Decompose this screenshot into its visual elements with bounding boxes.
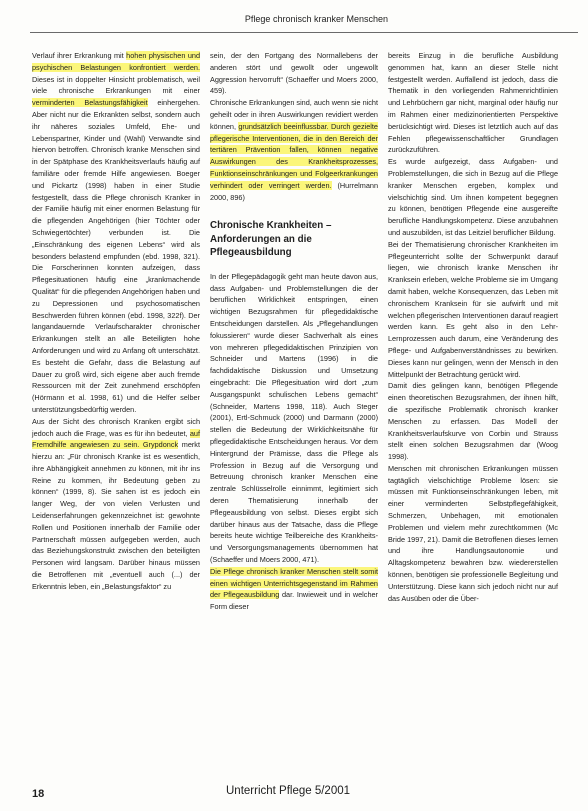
text-run: dar. Inwieweit und in welcher Form dieser: [210, 590, 378, 612]
paragraph: [32, 416, 200, 593]
section-heading: Chronische Krankheiten – Anforderungen an die Pflegeausbildung: [210, 220, 332, 259]
paragraph: [32, 50, 200, 416]
text-run: Dieses ist in doppelter Hinsicht problematisch, weil viele chronische Erkrankungen mit einer: [32, 74, 200, 96]
text-run: Verlauf ihrer Erkrankung mit: [32, 51, 127, 60]
highlight: auf Fremdhilfe angewiesen zu sein. Grypdonck: [32, 428, 200, 450]
highlight: verminderten Belastungsfähigkeit: [32, 98, 148, 108]
highlight: grundsätzlich beeinflussbar. Durch gezielte pflegerische Interventionen, die in den Bereich der tertiären Prävention fallen, können negative Auswirkungen des Krankheitsprozesses, Funktionseinschränkungen und Folgeerkrankungen verhindert oder verringert werden.: [210, 121, 378, 190]
paragraph: In der Pflegepädagogik geht man heute davon aus, dass Aufgaben- und Problemstellungen die der beruflichen Wirklichkeit entspringen, einen wichtigen Bezugsrahmen für pflegedidaktische Entscheidungen darstellen. Als „Pflegehandlungen fokussieren“ wurde dieser Sachverhalt als eines von mehreren pflegedidaktischen Prinzipien von Schneider und Martens (1996) in die fachdidaktische Diskussion und Umsetzung eingebracht: Die Pflegesituation wird dort „zum Ausgangspunkt schulischen Lebens gemacht“ (Schneider, Martens 1998, 118). Auch Steger (2001), Ertl-Schmuck (2000) und Darmann (2000) stellen die Bedeutung der Wirklichkeitsnähe für pflegedidaktische Entscheidungen heraus. Vor dem Hintergrund der Prämisse, dass die Pflege als Profession in Bezug auf die Versorgung und Betreuung chronisch kranker Menschen eine zentrale Schlüsselrolle einnimmt, legitimiert sich deren Thematisierung innerhalb der Pflegeausbildung von selbst. Dieses ergibt sich darüber hinaus aus der Tatsache, dass die Pflege bereits heute wichtige Teilbereiche des Krankheits- und Versorgungsmanagements übernommen hat (Schaeffer und Moers 2000, 471).: [210, 271, 378, 564]
paragraph: Damit dies gelingen kann, benötigen Pflegende einen theoretischen Bezugsrahmen, der ihnen hilft, die spezifische Problematik chronisch kranker Menschen zu erfassen. Das Modell der Krankheitsverlaufskurve von Corbin und Strauss stellt einen solchen Bezugsrahmen dar (Woog 1998).: [388, 381, 558, 462]
highlight: hohen physischen und psychischen Belastungen konfrontiert werden.: [32, 51, 200, 72]
text-column-right: [388, 50, 558, 604]
paragraph: [210, 566, 378, 613]
header-rule: [30, 32, 578, 33]
paragraph: Es wurde aufgezeigt, dass Aufgaben- und Problemstellungen, die sich in Bezug auf die Pflege kranker Menschen ergeben, komplex und vielschichtig sind. Um ihnen kompetent begegnen zu können, benötigen Pflegende eine ausgereifte berufliche Handlungskompetenz. Diese anzubahnen und auszubilden, ist das Leitziel beruflicher Bildung.: [388, 157, 558, 237]
highlight: Die Pflege chronisch kranker Menschen stellt somit einen wichtigen Unterrichtsgegenstand im Rahmen der Pflegeausbildung: [210, 566, 378, 600]
text-run: (Hurrelmann 2000, 896): [210, 180, 378, 202]
paragraph: [210, 97, 378, 203]
paragraph: bereits Einzug in die berufliche Ausbildung genommen hat, kann an dieser Stelle nicht festgestellt werden. Auffallend ist jedoch, dass die Thematik in den vorliegenden Rahmenrichtlinien und Lehrbüchern gar nicht, marginal oder häufig nur im Rahmen einer medizinorientierten Perspektive berücksichtigt wird. Dieses ist letztlich auch auf das Fehlen pflegewissenschaftlicher Grundlagen zurückzuführen.: [388, 51, 558, 155]
text-run: Aus der Sicht des chronisch Kranken ergibt sich jedoch auch die Frage, was es für ihn bedeutet,: [32, 416, 200, 438]
text-run: Chronische Erkrankungen sind, auch wenn sie nicht geheilt oder in ihren Auswirkungen revidiert werden können,: [210, 98, 378, 131]
text-run: merkt hierzu an: „Für chronisch Kranke ist es wesentlich, ihre Abhängigkeit annehmen zu können, mit ihr ins Reine zu kommen, ihr Bedeutung geben zu können“ (1999, 8). Sie sahen ist es jedoch ein langer Weg, der von vielen Verlusten und Leidenserfahrungen gekennzeichnet ist: gewohnte Rollen und Positionen innerhalb der Familie oder Partnerschaft müssen aufgegeben werden, auch das Beziehungskonstrukt zwischen den beteiligten Personen wird langsam. Darüber hinaus müssen die Betroffenen mit „eventuell auch (...) der Erkenntnis leben, ein „Belastungsfaktor“ zu: [32, 440, 200, 591]
text-column-middle: [210, 50, 378, 613]
running-title: Pflege chronisch kranker Menschen: [244, 14, 388, 24]
paragraph: Bei der Thematisierung chronischer Krankheiten im Pflegeunterricht sollte der Schwerpunkt darauf liegen, wie chronisch kranke Menschen ihr Kranksein erleben, welche Probleme sie im Umgang damit haben, welche Konsequenzen, das Leben mit chronischem Kranksein für sie aufwirft und mit welchen pflegerischen Interventionen darauf reagiert werden kann. Es geht also in den Lehr-Lernprozessen auch darum, eine Veränderung des Pflege- und Aufgabenverständnisses zu bewirken. Dieses kann nur gelingen, wenn der Mensch in den Mittelpunkt der Betrachtung gerückt wird.: [388, 239, 558, 379]
page-number: 18: [32, 788, 45, 800]
paragraph: sein, der den Fortgang des Normallebens der anderen stört und gewollt oder ungewollt Aggression hervorruft“ (Schaeffer und Moers 2000, 459).: [210, 51, 378, 96]
journal-title: Unterricht Pflege 5/2001: [226, 785, 351, 797]
text-run: einhergehen. Aber nicht nur die Erkrankten selbst, sondern auch ihr näheres soziales Umfeld, Ehe- und Lebenspartner, Kinder und (Wahl) Verwandte sind hiervon betroffen. Chronisch kranke Menschen sind in der Spätphase des Krankheitsverlaufs häufig auf familiäre oder fremde Hilfe angewiesen. Boeger und Pickartz (1998) haben in einer Studie festgestellt, dass die Pflege chronisch Kranker in der Familie häufig mit einer enormen Belastung für die pflegenden Angehörigen (hier Töchter oder Schwiegertöchter) verbunden ist. Die „Einschränkung des eigenen Lebens“ wird als besonders belastend empfunden (ebd. 1998, 321). Die Forscherinnen konnten aufzeigen, dass Pflegesituationen häufig eine „krankmachende Qualität“ für die pflegenden Angehörigen haben und zu Depressionen und psychosomatischen Beschwerden führen können (ebd. 1998, 322f). Der langandauernde Verlaufscharakter chronischer Erkrankungen stellt an alle Beteiligten hohe Anforderungen und wird zu Anfang oft unterschätzt. Es besteht die Gefahr, dass die Belastung auf Dauer zu groß wird, sich eigene aber auch fremde Ressourcen mit der Zeit zunehmend erschöpfen (Hörmann et al. 1998, 61) und die Helfer selber unterstützungsbedürftig werden.: [32, 98, 200, 414]
paragraph: Menschen mit chronischen Erkrankungen müssen tagtäglich vielschichtige Probleme lösen: sie müssen mit Funktionseinschränkungen leben, mit einer verminderten Selbstpflegefähigkeit, Schmerzen, Unbehagen, mit emotionalen Problemen und vielem mehr zurechtkommen (Mc Bride 1997, 21). Damit die Betroffenen dieses lernen und ihre Handlungsautonomie und Alltagskompetenz bewahren bzw. wiedererstellen können, benötigen sie professionelle Begleitung und Unterstützung. Diese kann sich jedoch nicht nur auf das Ausüben oder die Über-: [388, 463, 558, 603]
text-column-left: [32, 50, 200, 593]
